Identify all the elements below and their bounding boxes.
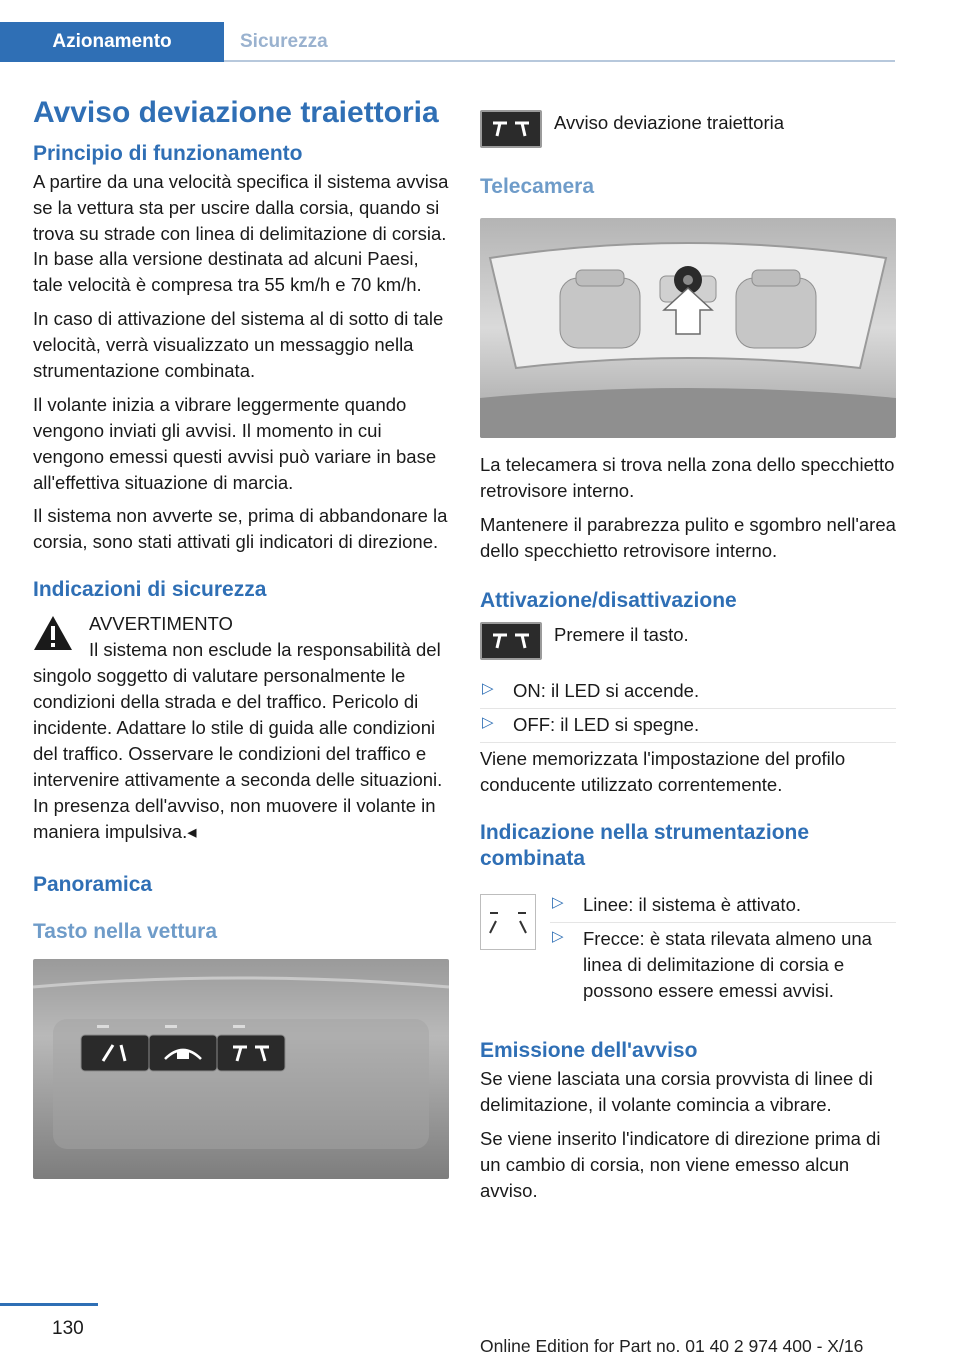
vehicle-button-panel-image — [33, 959, 449, 1179]
paragraph-principle-4: Il sistema non avverte se, prima di abbandonare la corsia, sono stati attivati gli indicatori di direzione. — [33, 505, 448, 553]
section-heading-principle: Principio di funzionamento — [33, 141, 303, 165]
page-title: Avviso deviazione traiettoria — [33, 96, 439, 129]
left-column — [33, 96, 449, 1179]
page-number: 130 — [52, 1318, 84, 1339]
list-item-off — [480, 712, 896, 738]
section-heading-activation: Attivazione/disattivazione — [480, 588, 737, 612]
list-item-lines — [550, 892, 896, 918]
activation-list — [480, 678, 896, 738]
camera-location-image — [480, 218, 896, 438]
list-item-on-text: ON: il LED si accende. — [513, 680, 700, 702]
tab-azionamento[interactable]: Azionamento — [0, 22, 224, 62]
warning-text: Il sistema non esclude la responsabilità del singolo soggetto di valutare personalmente le condizioni della strada e del traffico. Pericolo di incidente. Adattare lo stile di guida alle condizioni del traffico. Osservare le condizioni del traffico e intervenire attivamente a seconda delle situazioni. In presenza dell'avviso, non muovere il volante in maniera impulsiva.◂ — [33, 639, 443, 842]
button-row-activation — [480, 622, 896, 660]
lane-lines-display-icon — [480, 894, 536, 950]
warning-title: AVVERTIMENTO — [89, 613, 233, 635]
triangle-bullet-icon: ▷ — [482, 713, 494, 731]
triangle-bullet-icon: ▷ — [482, 680, 494, 698]
paragraph-principle-3: Il volante inizia a vibrare leggermente quando vengono inviati gli avvisi. Il momento in cui vengono emessi questi avvisi può variare in base all'effettiva situazione di marcia. — [33, 393, 437, 493]
button-row-lane-departure — [480, 110, 896, 148]
display-indicator-row — [480, 886, 896, 1012]
warning-triangle-icon — [33, 615, 73, 651]
subheading-camera: Telecamera — [480, 175, 595, 198]
section-heading-warning-emission: Emissione dell'avviso — [480, 1038, 698, 1062]
lane-departure-button-icon — [480, 110, 542, 148]
lane-departure-caption: Avviso deviazione traiettoria — [554, 112, 785, 133]
list-item-arrows — [550, 926, 896, 1004]
list-item-lines-text: Linee: il sistema è attivato. — [583, 894, 801, 916]
lane-departure-button-icon-2 — [480, 622, 542, 660]
footer-accent-line — [0, 1303, 98, 1306]
profile-paragraph: Viene memorizzata l'impostazione del profilo conducente utilizzato correntemente. — [480, 747, 846, 795]
header-divider — [224, 60, 895, 62]
section-heading-safety: Indicazioni di sicurezza — [33, 578, 267, 602]
warning-block — [33, 611, 449, 844]
section-heading-overview: Panoramica — [33, 873, 153, 897]
paragraph-principle-2: In caso di attivazione del sistema al di sotto di tale velocità, verrà visualizzato un messaggio nella strumentazione combinata. — [33, 308, 444, 381]
list-item-arrows-text: Frecce: è stata rilevata almeno una linea di delimitazione di corsia e possono essere emessi avvisi. — [583, 928, 872, 1001]
list-item-on — [480, 678, 896, 704]
camera-paragraph-2: Mantenere il parabrezza pulito e sgombro nell'area dello specchietto retrovisore interno. — [480, 514, 896, 561]
tab-sicurezza[interactable]: Sicurezza — [240, 31, 328, 52]
emission-paragraph-2: Se viene inserito l'indicatore di direzione prima di un cambio di corsia, non viene emesso alcun avviso. — [480, 1127, 881, 1201]
triangle-bullet-icon: ▷ — [552, 928, 564, 946]
subheading-button-in-vehicle: Tasto nella vettura — [33, 919, 217, 943]
section-heading-display: Indicazione nella strumentazione combinata — [480, 820, 810, 870]
header-bar — [0, 22, 895, 62]
list-item-off-text: OFF: il LED si spegne. — [513, 713, 700, 735]
camera-paragraph-1: La telecamera si trova nella zona dello specchietto retrovisore interno. — [480, 454, 895, 502]
press-button-text: Premere il tasto. — [554, 624, 689, 646]
display-list — [550, 892, 896, 1012]
triangle-bullet-icon: ▷ — [552, 894, 564, 912]
emission-paragraph-1: Se viene lasciata una corsia provvista di linee di delimitazione, il volante comincia a vibrare. — [480, 1067, 873, 1115]
paragraph-principle-1: A partire da una velocità specifica il sistema avvisa se la vettura sta per uscire dalla corsia, quando si trova su strade con linea di delimitazione di corsia. In base alla versione destinata ad alcuni Paesi, tale velocità è compresa tra 55 km/h e 70 km/h. — [33, 170, 449, 296]
edition-text: Online Edition for Part no. 01 40 2 974 400 - X/16 — [480, 1336, 864, 1356]
right-column — [480, 110, 896, 1211]
